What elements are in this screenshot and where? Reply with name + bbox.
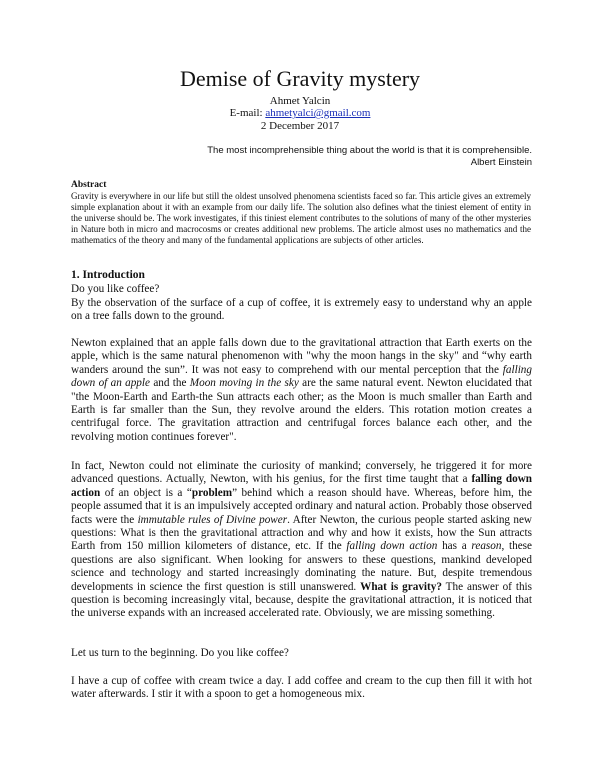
paper-title: Demise of Gravity mystery	[179, 66, 421, 91]
emphasis-moon-moving: Moon moving in the sky	[189, 377, 299, 390]
abstract-heading: Abstract	[71, 180, 107, 190]
emphasis-falling-apple: falling down of an apple	[71, 363, 532, 390]
author-name: Ahmet Yalcin	[269, 95, 331, 107]
emphasis-immutable-rules: immutable rules of Divine power	[137, 513, 288, 526]
bold-what-is-gravity: What is gravity?	[360, 580, 442, 593]
email-label: E-mail:	[229, 107, 263, 119]
emphasis-reason: reason	[471, 540, 502, 553]
intro-paragraph-2: Newton explained that an apple falls down due to the gravitational attraction that Earth exerts on the apple, which is the same natural phenomenon with "why the moon hangs in the sky" and “why earth wanders around the sun”. It was not easy to comprehend with our mental perception that the falling down of an apple and the Moon moving in the sky are the same natural event. Newton elucidated that "the Moon-Earth and Earth-the Sun attracts each other; as the Moon is much smaller than Earth and Earth is far smaller than the Sun, they revolve around the elders. This rotation motion creates a centrifugal force. The gravitation attraction and centrifugal forces balance each other, and the revolving motion continues forever".	[71, 337, 532, 443]
section-heading-introduction: 1. Introduction	[71, 269, 145, 281]
paper-date: 2 December 2017	[260, 120, 340, 132]
abstract-body: Gravity is everywhere in our life but still the oldest unsolved phenomena scientists faced so far. This article gives an extremely simple explanation about it with an example from our daily life. The solution also defines what the tiniest element of entity in the universe should be. The work investigates, if this tiniest element contributes to the solutions of many of the other mysteries in Nature both in micro and macrocosms or creates additional new problems. The article almost uses no mathematics and the mathematics of the theory and many of the fundamental applications are subjects of other articles.	[71, 191, 531, 245]
epigraph-attribution: Albert Einstein	[470, 157, 532, 168]
intro-paragraph-4: Let us turn to the beginning. Do you like coffee?	[71, 647, 289, 659]
emphasis-falling-down-action: falling down action	[346, 540, 438, 553]
email-link[interactable]: ahmetyalci@gmail.com	[265, 107, 371, 119]
intro-paragraph-1: By the observation of the surface of a cup of coffee, it is extremely easy to understand why an apple on a tree falls down to the ground.	[71, 297, 532, 323]
intro-paragraph-5: I have a cup of coffee with cream twice a day. I add coffee and cream to the cup then fill it with hot water afterwards. I stir it with a spoon to get a homogeneous mix.	[71, 675, 532, 701]
email-line	[0, 107, 600, 120]
bold-problem: problem	[191, 486, 233, 499]
intro-paragraph-3: In fact, Newton could not eliminate the curiosity of mankind; conversely, he triggered it for more advanced questions. Actually, Newton, with his genius, for the first time taught that a falling down action of an object is a “problem” behind which a reason should have. Whereas, before him, the people assumed that it is an impulsively accepted ordinary and natural action. Probably those observed facts were the immutable rules of Divine power. After Newton, the curious people started asking new questions: What is then the gravitational attraction and why and how it exists, how the Sun attracts Earth from 150 million kilometers of distance, etc. If the falling down action has a reason, these questions are also significant. When looking for answers to these questions, mankind developed science and technology and started increasingly dominating the nature. But, despite tremendous developments in science the first question is still unanswered. What is gravity? The answer of this question is becoming increasingly vital, because, despite the gravitational attraction, it is noticed that the universe expands with an increased accelerated rate. Obviously, we are missing something.	[71, 460, 533, 620]
bold-falling-down-action: falling down action	[71, 473, 533, 499]
intro-question: Do you like coffee?	[71, 283, 160, 295]
epigraph-quote: The most incomprehensible thing about the world is that it is comprehensible.	[207, 145, 532, 156]
